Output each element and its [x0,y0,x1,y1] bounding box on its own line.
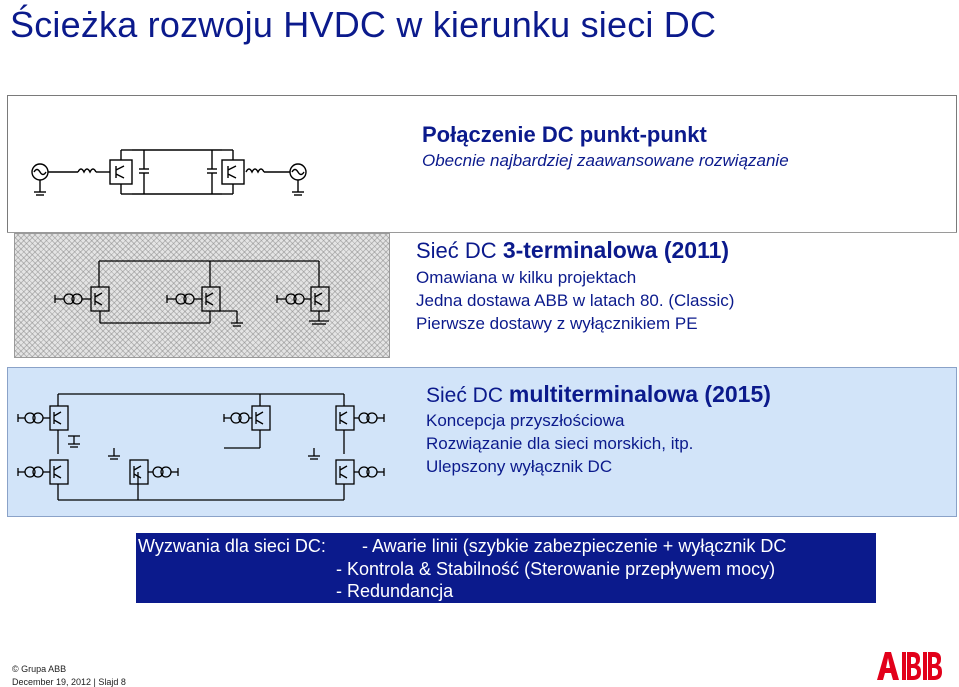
section1-subheading: Obecnie najbardziej zaawansowane rozwiązanie [422,151,789,170]
footer-date-slide: December 19, 2012 | Slajd 8 [12,677,126,687]
section3-line: Ulepszony wyłącznik DC [426,457,613,476]
point-to-point-diagram [26,144,326,204]
three-terminal-diagram [47,255,347,341]
section2-heading-main: 3-terminalowa (2011) [502,237,730,263]
section2-line: Pierwsze dostawy z wyłącznikiem PE [416,314,698,333]
abb-logo [877,650,947,682]
multiterminal-panel [7,367,957,517]
challenges-box [136,533,876,603]
section2-line: Jedna dostawa ABB w latach 80. (Classic) [416,291,735,310]
section2-lines [416,266,734,335]
section2-line: Omawiana w kilku projektach [416,268,637,287]
multiterminal-diagram [14,388,394,508]
page-title: Ścieżka rozwoju HVDC w kierunku sieci DC [10,4,717,45]
section3-line: Rozwiązanie dla sieci morskich, itp. [426,434,694,453]
section3-lines [426,409,693,478]
three-terminal-panel [7,232,957,368]
footer-copyright: © Grupa ABB [12,664,67,674]
section2-heading [416,237,729,264]
section3-line: Koncepcja przyszłościowa [426,411,625,430]
section3-heading-prefix: Sieć DC [426,384,504,407]
section3-heading [426,381,771,408]
challenges-label: Wyzwania dla sieci DC: [138,536,326,556]
section1-heading: Połączenie DC punkt-punkt [422,122,707,147]
section2-heading-prefix: Sieć DC [416,238,497,263]
challenge-item: - Awarie linii (szybkie zabezpieczenie + wyłącznik DC [362,536,787,556]
challenge-item: - Redundancja [336,581,454,601]
point-to-point-panel [7,95,957,232]
challenge-item: - Kontrola & Stabilność (Sterowanie przepływem mocy) [336,559,776,579]
section3-heading-main: multiterminalowa (2015) [508,381,771,407]
